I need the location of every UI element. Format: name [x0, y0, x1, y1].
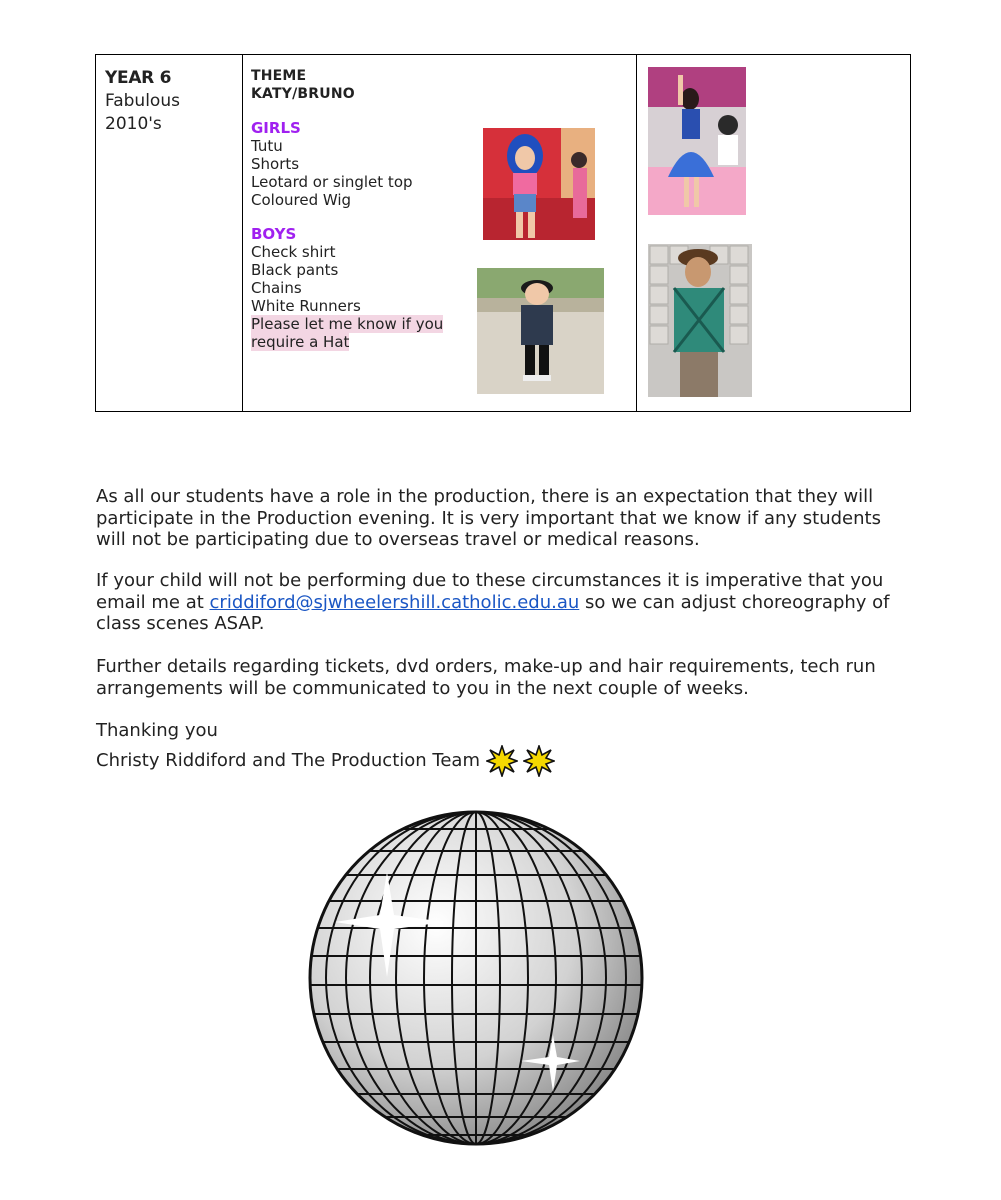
boys-item: White Runners [251, 297, 361, 315]
boys-heading: BOYS [251, 225, 297, 243]
disco-ball-illustration [305, 807, 648, 1150]
boy-costume-photo [477, 268, 604, 394]
email-link[interactable]: criddiford@sjwheelershill.catholic.edu.au [209, 591, 580, 613]
theme-heading: THEME [251, 68, 307, 84]
paragraph-further-details: Further details regarding tickets, dvd orders, make-up and hair requirements, tech run arrangements will be communicated to you in the next couple of weeks. [96, 656, 876, 699]
sparkle-star-icon [523, 745, 555, 777]
signature-text: Christy Riddiford and The Production Team [96, 750, 480, 771]
boys-item: Check shirt [251, 243, 336, 261]
girls-item: Coloured Wig [251, 191, 352, 209]
girls-item: Leotard or singlet top [251, 173, 413, 191]
boys-item: Chains [251, 279, 302, 297]
bruno-reference-photo [648, 244, 752, 397]
theme-name: KATY/BRUNO [251, 86, 355, 102]
year-theme-line1: Fabulous [105, 91, 180, 111]
paragraph-participation: As all our students have a role in the production, there is an expectation that they will participate in the Production evening. It is very important that we know if any students will not be participating due to overseas travel or medical reasons. [96, 486, 881, 550]
theme-cell [243, 55, 637, 412]
girl-costume-photo [483, 128, 595, 240]
costume-theme-table [95, 54, 911, 412]
year-cell [96, 55, 243, 412]
girls-item: Tutu [251, 137, 283, 155]
paragraph-absence-notice [96, 570, 906, 635]
paragraph-absence-end: so we can adjust choreography of class scenes ASAP. [96, 591, 890, 634]
signature-line [96, 745, 906, 777]
hat-note-line2: require a Hat [251, 333, 350, 351]
hat-note-line1: Please let me know if you [251, 315, 444, 333]
boys-item: Black pants [251, 261, 339, 279]
girls-item: Shorts [251, 155, 300, 173]
thanks-line: Thanking you [96, 720, 218, 741]
girls-heading: GIRLS [251, 119, 301, 137]
reference-photos-cell [637, 55, 911, 412]
sparkle-star-icon [486, 745, 518, 777]
year-theme-line2: 2010's [105, 114, 162, 134]
year-label: YEAR 6 [105, 68, 172, 88]
paragraph-absence-start: If your child will not be performing due to these circumstances it is imperative that you email me at [96, 570, 884, 613]
katy-reference-photo [648, 67, 746, 215]
